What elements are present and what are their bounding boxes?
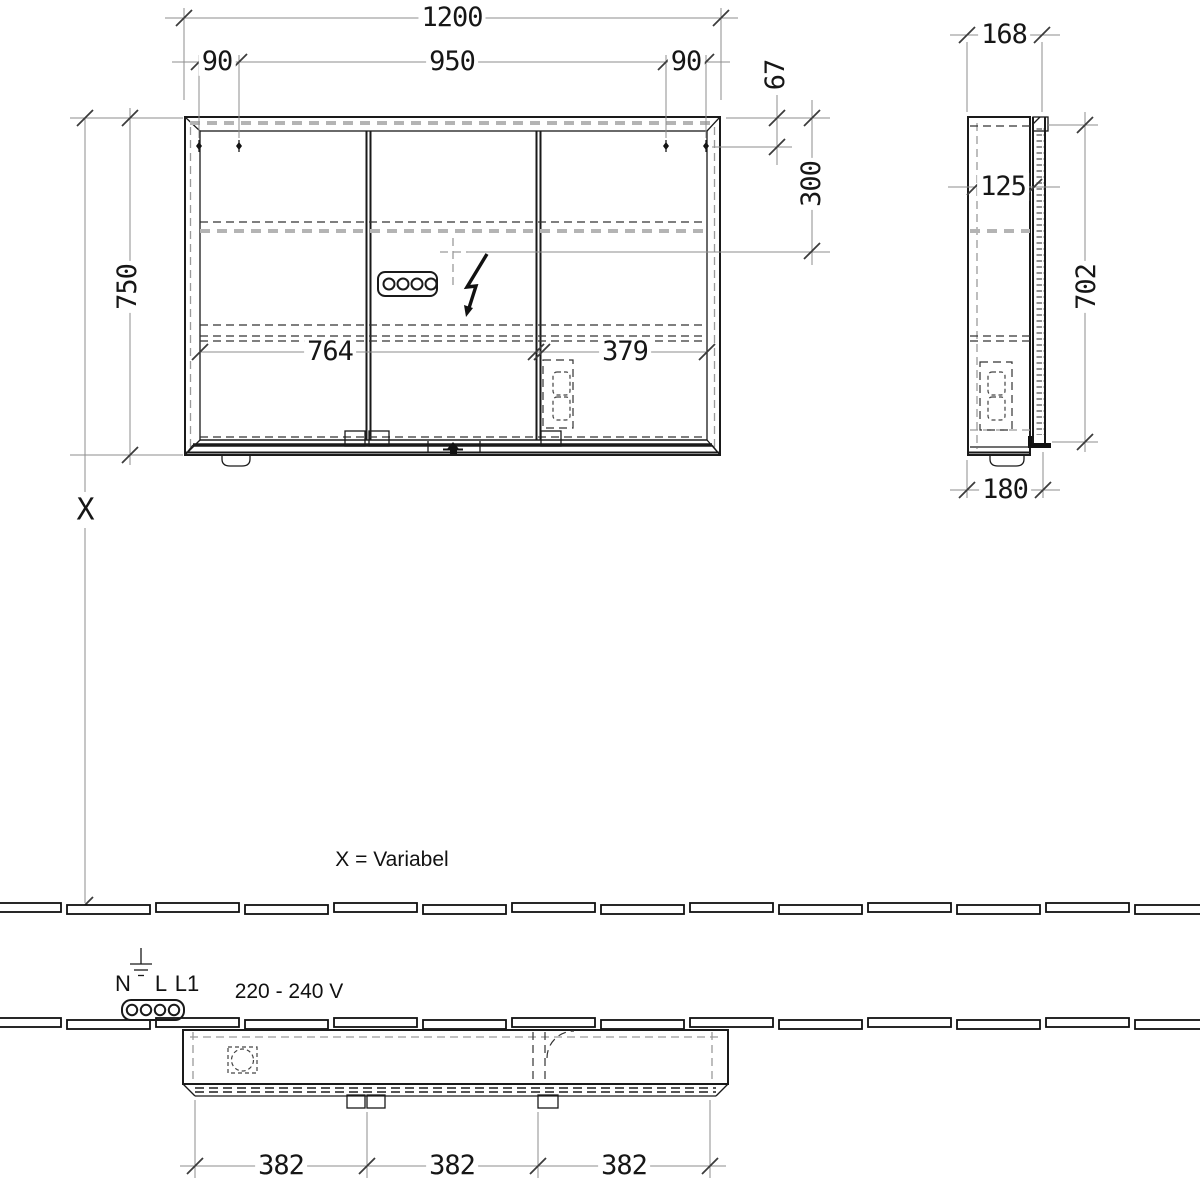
- dim-hole-offset-right: 90: [668, 48, 705, 76]
- voltage-note: 220 - 240 V: [234, 980, 344, 1003]
- dim-top-to-holes: 67: [762, 57, 790, 94]
- dim-x-variable: X: [73, 494, 96, 526]
- dim-hole-spacing: 950: [426, 48, 478, 76]
- dim-door-3: 382: [598, 1152, 650, 1180]
- dim-left-doors-width: 764: [304, 338, 356, 366]
- dim-height: 750: [114, 261, 142, 313]
- door-bottom-hook: [1028, 436, 1051, 448]
- wall-section-upper: [0, 903, 1200, 914]
- dim-overall-width: 1200: [418, 4, 485, 32]
- mirror-door-section: [1028, 117, 1051, 448]
- terminal-label-n: N: [115, 971, 131, 996]
- dim-hole-offset-left: 90: [199, 48, 236, 76]
- side-view: [968, 117, 1051, 466]
- dim-door-height: 702: [1073, 261, 1101, 313]
- terminal-block-icon: [122, 1000, 184, 1020]
- door-swing-arc: [547, 1031, 574, 1058]
- light-knob: [990, 455, 1024, 466]
- sensor-switch-knob: [222, 455, 250, 466]
- earth-ground-icon: [130, 948, 152, 976]
- dim-inner-depth: 125: [977, 173, 1029, 201]
- front-view: [185, 117, 830, 466]
- bottom-view: [183, 1030, 728, 1108]
- dim-top-to-outlet: 300: [798, 158, 826, 210]
- internal-electric-box: [543, 360, 573, 428]
- dim-door-2: 382: [426, 1152, 478, 1180]
- terminal-label-l: L: [154, 971, 168, 996]
- socket-connector-icon: [378, 272, 437, 296]
- mounting-hole-marks: [196, 140, 709, 152]
- lightning-bolt-icon: [464, 254, 487, 317]
- light-module-mark: [228, 1047, 257, 1073]
- x-variabel-note: X = Variabel: [335, 848, 449, 871]
- dim-right-door-width: 379: [599, 338, 651, 366]
- dim-depth-total: 180: [979, 476, 1031, 504]
- terminal-label-l1: L1: [174, 971, 200, 996]
- dim-door-1: 382: [255, 1152, 307, 1180]
- dim-depth: 168: [978, 21, 1030, 49]
